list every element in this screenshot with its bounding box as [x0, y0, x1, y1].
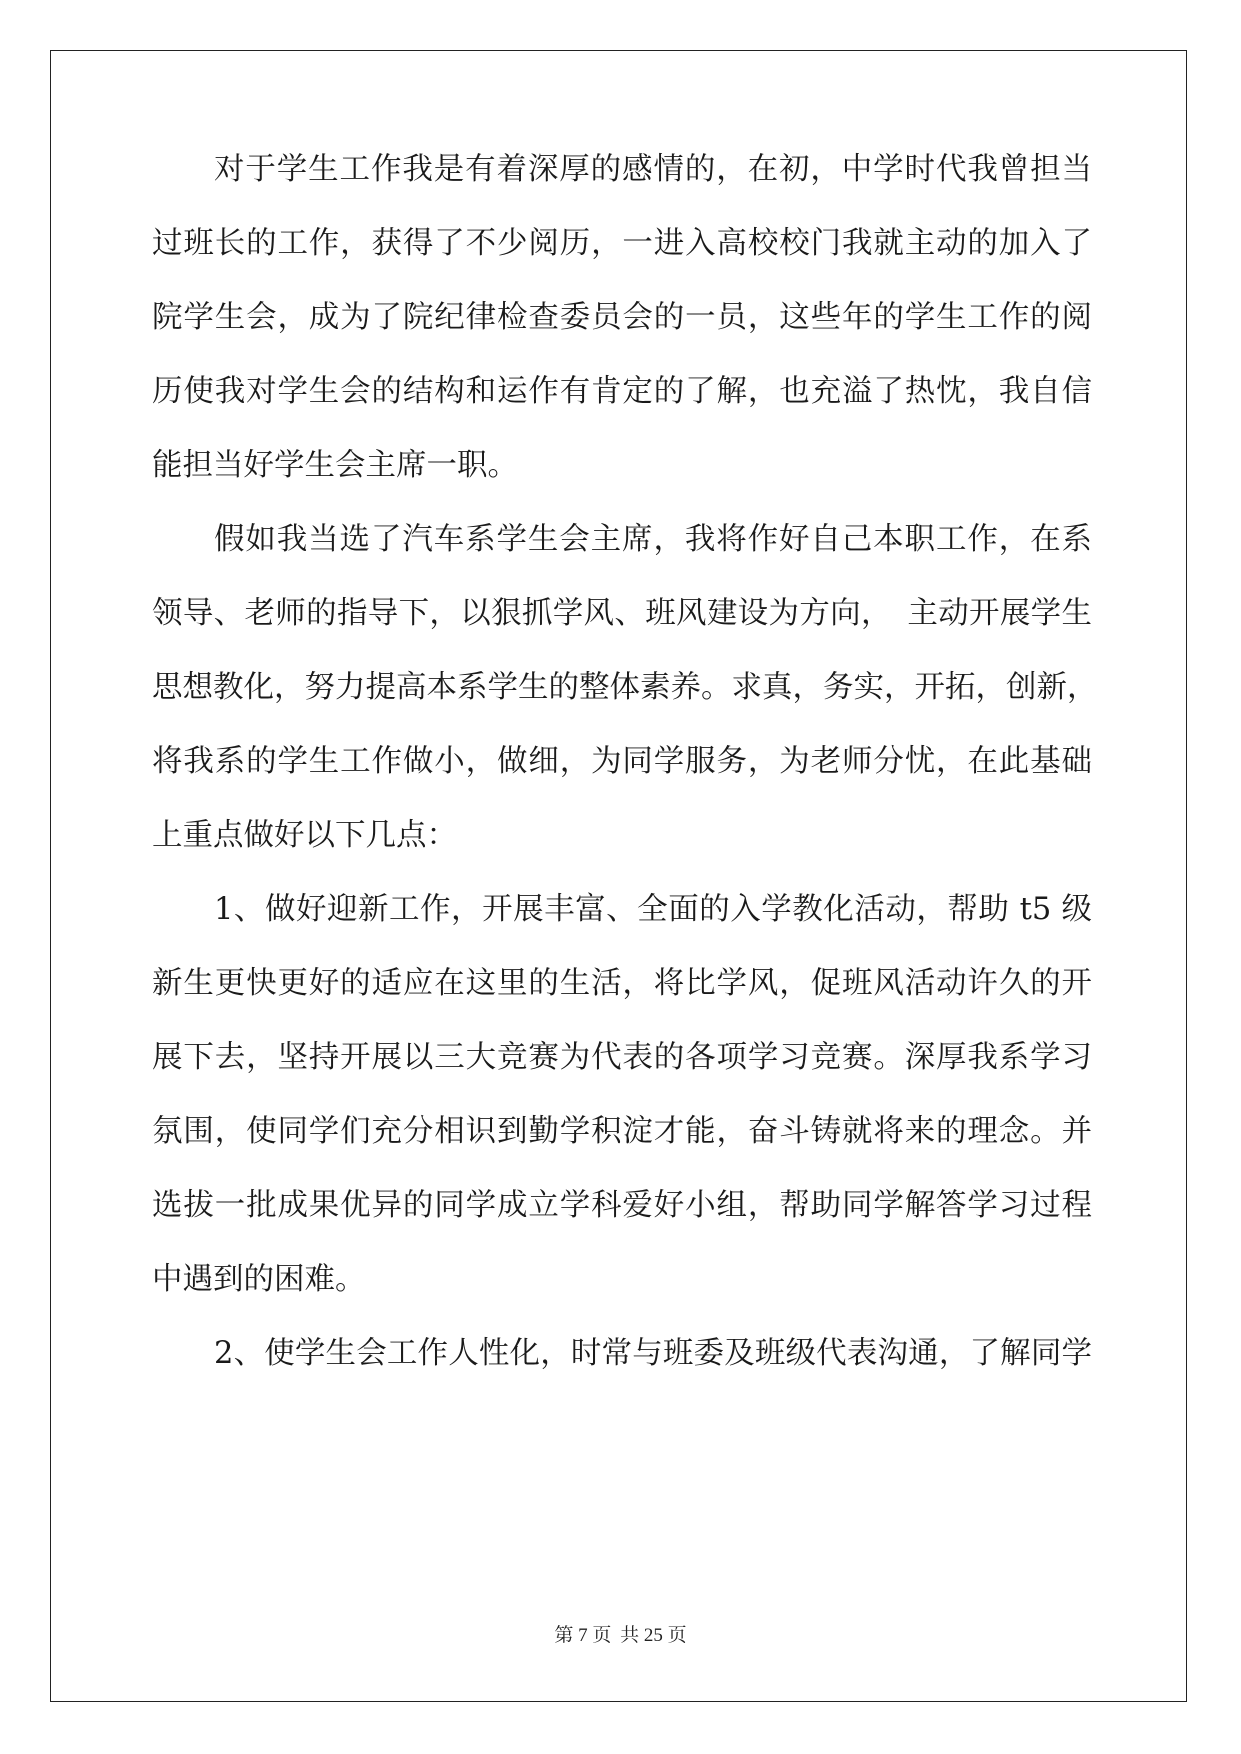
text-line: 1、做好迎新工作，开展丰富、全面的入学教化活动，帮助 t5 级 — [214, 892, 1092, 927]
text-line: 能担当好学生会主席一职。 — [152, 448, 518, 483]
text-line: 2、使学生会工作人性化，时常与班委及班级代表沟通，了解同学 — [214, 1336, 1092, 1371]
text-line: 选拔一批成果优异的同学成立学科爱好小组，帮助同学解答学习过程 — [152, 1188, 1092, 1223]
page-number: 第 7 页 — [554, 1625, 612, 1646]
text-line: 新生更快更好的适应在这里的生活，将比学风，促班风活动许久的开 — [152, 966, 1092, 1001]
text-line: 将我系的学生工作做小，做细，为同学服务，为老师分忧，在此基础 — [152, 744, 1092, 779]
text-line: 过班长的工作，获得了不少阅历，一进入高校校门我就主动的加入了 — [152, 226, 1092, 261]
text-line: 上重点做好以下几点： — [152, 818, 457, 853]
text-line: 假如我当选了汽车系学生会主席，我将作好自己本职工作，在系 — [214, 522, 1092, 557]
page-total: 共 25 页 — [620, 1625, 687, 1646]
text-line: 院学生会，成为了院纪律检查委员会的一员，这些年的学生工作的阅 — [152, 300, 1092, 335]
text-line: 历使我对学生会的结构和运作有肯定的了解，也充溢了热忱，我自信 — [152, 374, 1092, 409]
text-line: 中遇到的困难。 — [152, 1262, 366, 1297]
text-line: 领导、老师的指导下，以狠抓学风、班风建设为方向， 主动开展学生 — [152, 596, 1092, 631]
text-line: 思想教化，努力提高本系学生的整体素养。求真，务实，开拓，创新， — [152, 670, 1098, 705]
text-line: 氛围，使同学们充分相识到勤学积淀才能，奋斗铸就将来的理念。并 — [152, 1114, 1092, 1149]
page-footer — [0, 1624, 1241, 1648]
text-line: 展下去，坚持开展以三大竞赛为代表的各项学习竞赛。深厚我系学习 — [152, 1040, 1092, 1075]
text-line: 对于学生工作我是有着深厚的感情的，在初，中学时代我曾担当 — [214, 152, 1092, 187]
